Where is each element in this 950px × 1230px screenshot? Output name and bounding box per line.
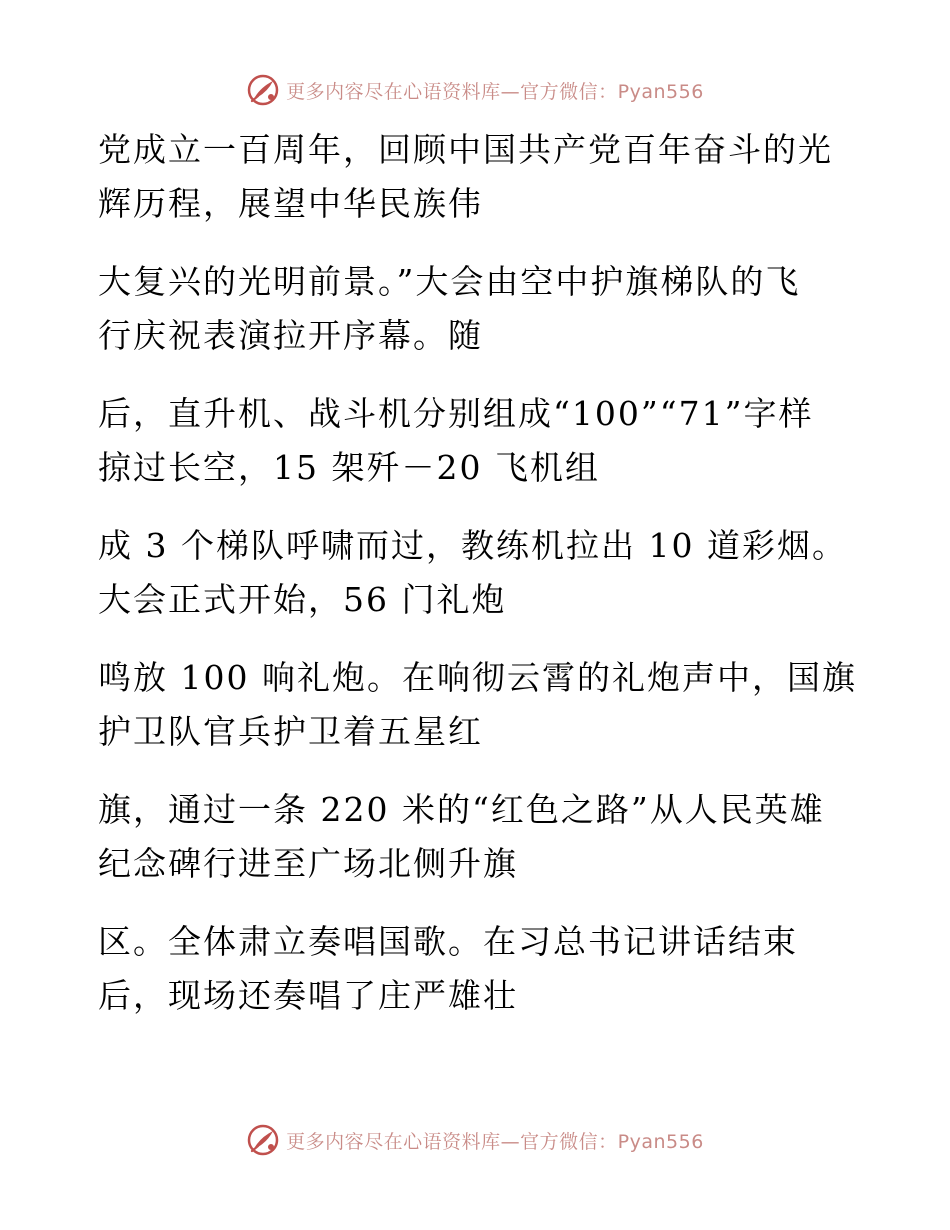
paragraph-line: 大会正式开始，56 门礼炮 bbox=[98, 580, 507, 619]
paragraph-line: 后，现场还奏唱了庄严雄壮 bbox=[98, 976, 518, 1015]
header-banner-text: 更多内容尽在心语资料库—官方微信：Pyan556 bbox=[286, 80, 704, 103]
paragraph-line: 掠过长空，15 架歼－20 飞机组 bbox=[98, 448, 600, 487]
red-quill-logo-icon bbox=[246, 1123, 280, 1157]
paragraph-line: 大复兴的光明前景。”大会由空中护旗梯队的飞 bbox=[98, 262, 801, 301]
paragraph-line: 纪念碑行进至广场北侧升旗 bbox=[98, 844, 518, 883]
header-banner bbox=[0, 72, 950, 108]
footer-banner-text: 更多内容尽在心语资料库—官方微信：Pyan556 bbox=[286, 1130, 704, 1153]
paragraph-line: 后，直升机、战斗机分别组成“100”“71”字样 bbox=[98, 394, 814, 433]
paragraph-line: 区。全体肃立奏唱国歌。在习总书记讲话结束 bbox=[98, 922, 798, 961]
paragraph-line: 护卫队官兵护卫着五星红 bbox=[98, 712, 483, 751]
paragraph-line: 旗，通过一条 220 米的“红色之路”从人民英雄 bbox=[98, 790, 825, 829]
footer-banner bbox=[0, 1122, 950, 1158]
paragraph-line: 行庆祝表演拉开序幕。随 bbox=[98, 316, 483, 355]
paragraph-line: 鸣放 100 响礼炮。在响彻云霄的礼炮声中，国旗 bbox=[98, 658, 857, 697]
red-quill-logo-icon bbox=[246, 73, 280, 107]
paragraph-line: 党成立一百周年，回顾中国共产党百年奋斗的光 bbox=[98, 130, 833, 169]
paragraph-line: 成 3 个梯队呼啸而过，教练机拉出 10 道彩烟。 bbox=[98, 526, 847, 565]
paragraph-line: 辉历程，展望中华民族伟 bbox=[98, 184, 483, 223]
